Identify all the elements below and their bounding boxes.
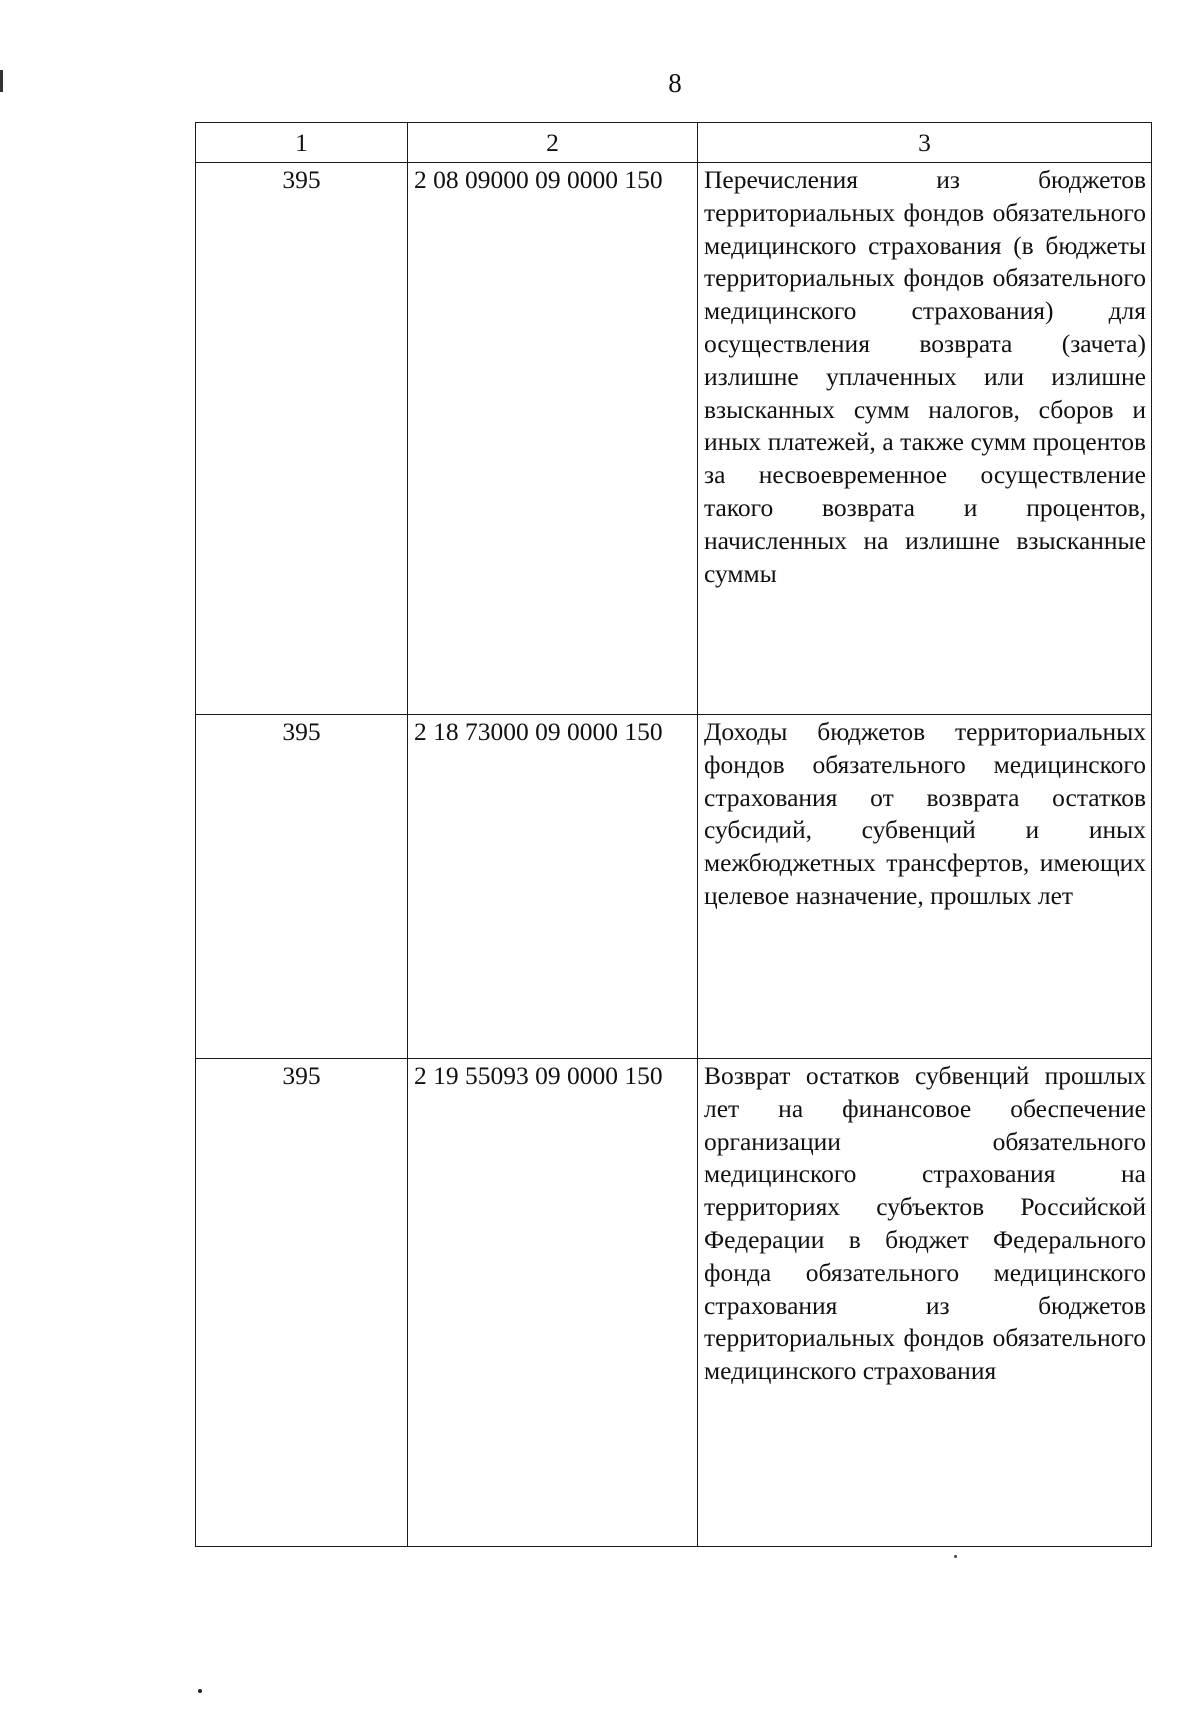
description-cell: Перечисления из бюджетов территориальных фондов обязательного медицинского страхования (в бюджеты территориальных фондов обязательного медицинского страхования) для осуществления возврата (зачета) излишне уплаченных или излишне взысканных сумм налогов, сборов и иных платежей, а также сумм процентов за несвоевременное осуществление такого возврата и процентов, начисленных на излишне взысканные суммы [698,163,1152,715]
description-cell: Возврат остатков субвенций прошлых лет на финансовое обеспечение организации обязательного медицинского страхования на территориях субъектов Российской Федерации в бюджет Федерального фонда обязательного медицинского страхования из бюджетов территориальных фондов обязательного медицинского страхования [698,1059,1152,1547]
revenue-codes-table [195,122,1152,1547]
budget-code-cell: 2 18 73000 09 0000 150 [408,715,698,1059]
admin-code-cell: 395 [196,1059,408,1547]
page-number: 8 [668,68,682,98]
budget-code-cell: 2 08 09000 09 0000 150 [408,163,698,715]
description-cell: Доходы бюджетов территориальных фондов обязательного медицинского страхования от возврата остатков субсидий, субвенций и иных межбюджетных трансфертов, имеющих целевое назначение, прошлых лет [698,715,1152,1059]
table-header-row [196,123,1152,163]
budget-code-cell: 2 19 55093 09 0000 150 [408,1059,698,1547]
scan-speck [198,1689,202,1693]
scan-speck [954,1555,957,1558]
column-header-2: 2 [408,123,698,163]
admin-code-cell: 395 [196,163,408,715]
column-header-3: 3 [698,123,1152,163]
table-row [196,163,1152,715]
table-row [196,715,1152,1059]
admin-code-cell: 395 [196,715,408,1059]
column-header-1: 1 [196,123,408,163]
table-row [196,1059,1152,1547]
